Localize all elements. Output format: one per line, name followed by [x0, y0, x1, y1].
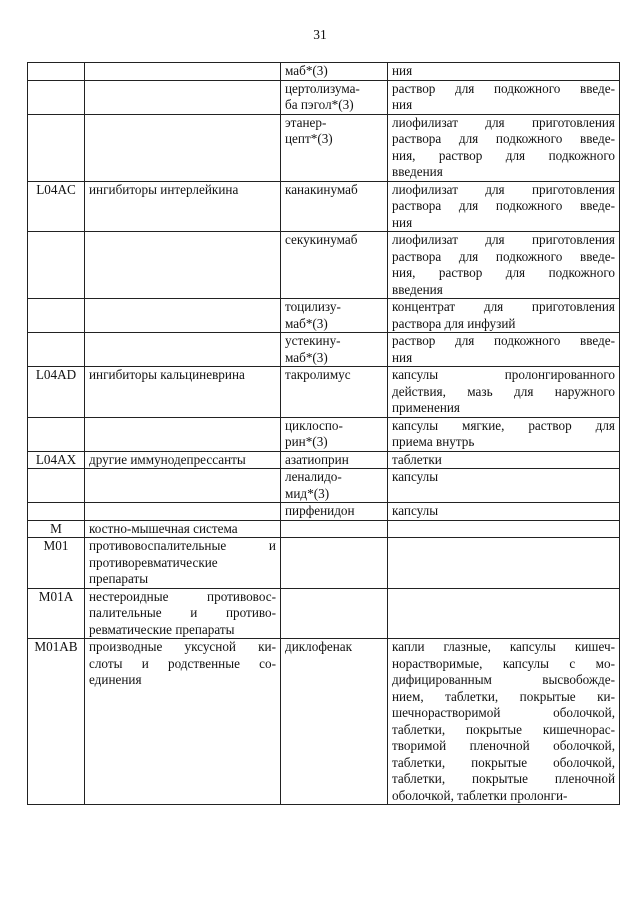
atc-code-cell — [28, 80, 85, 114]
drug-name-cell — [281, 588, 388, 639]
drug-name-cell — [281, 451, 388, 469]
pharmacological-group-cell — [85, 503, 281, 521]
pharmacological-group-cell — [85, 63, 281, 81]
cell-line: концентрат для приготовления — [392, 299, 615, 314]
dosage-form-cell — [388, 114, 620, 181]
cell-line: противоревматические — [89, 554, 218, 570]
cell-line: дифицированным высвобожде- — [392, 672, 615, 687]
dosage-form-cell — [388, 417, 620, 451]
cell-line: костно-мышечная система — [89, 520, 238, 536]
cell-line: маб*(3) — [285, 63, 328, 78]
cell-text: M — [50, 520, 62, 536]
cell-line: маб*(3) — [285, 349, 328, 365]
cell-line: раствора для подкожного введе- — [392, 131, 615, 146]
atc-code-cell — [28, 538, 85, 589]
drug-name-cell — [281, 80, 388, 114]
atc-code-cell — [28, 451, 85, 469]
cell-line: мид*(3) — [285, 485, 330, 501]
table-row — [28, 588, 620, 639]
cell-text: L04AD — [35, 367, 77, 382]
cell-text: L04AX — [35, 451, 77, 467]
table-row — [28, 367, 620, 418]
dosage-form-cell — [388, 232, 620, 299]
atc-code-cell — [28, 520, 85, 538]
pharmacological-group-cell — [85, 451, 281, 469]
cell-line: капсулы — [392, 503, 439, 518]
atc-code-cell — [28, 469, 85, 503]
cell-line: ния, раствор для подкожного — [392, 147, 615, 163]
pharmacological-group-cell — [85, 639, 281, 805]
drug-name-cell — [281, 503, 388, 521]
cell-line: нием, таблетки, покрытые ки- — [392, 688, 615, 704]
pharmacological-group-cell — [85, 367, 281, 418]
cell-line: ния — [392, 214, 413, 230]
cell-line: раствора для подкожного введе- — [392, 198, 615, 213]
pharmacological-group-cell — [85, 333, 281, 367]
pharmacological-group-cell — [85, 417, 281, 451]
dosage-form-cell — [388, 538, 620, 589]
drug-name-cell — [281, 520, 388, 538]
drug-classification-table — [27, 62, 620, 805]
cell-line: диклофенак — [285, 639, 353, 654]
cell-line: ния — [392, 63, 413, 78]
pharmacological-group-cell — [85, 520, 281, 538]
pharmacological-group-cell — [85, 80, 281, 114]
cell-line: устекину- — [285, 333, 341, 348]
cell-text: M01 — [43, 538, 69, 553]
pharmacological-group-cell — [85, 469, 281, 503]
cell-line: действия, мазь для наружного — [392, 383, 615, 399]
cell-line: ревматические препараты — [89, 621, 235, 637]
cell-line: таблетки, покрытые оболочкой, — [392, 754, 615, 770]
table-row — [28, 63, 620, 81]
drug-name-cell — [281, 299, 388, 333]
table-row — [28, 503, 620, 521]
atc-code-cell — [28, 639, 85, 805]
pharmacological-group-cell — [85, 538, 281, 589]
page-number: 31 — [313, 27, 327, 42]
dosage-form-cell — [388, 520, 620, 538]
table-row — [28, 451, 620, 469]
cell-line: пирфенидон — [285, 503, 355, 518]
cell-line: ния — [392, 349, 413, 365]
cell-line: азатиоприн — [285, 451, 349, 467]
dosage-form-cell — [388, 588, 620, 639]
drug-name-cell — [281, 333, 388, 367]
cell-line: цепт*(3) — [285, 131, 333, 146]
cell-line: препараты — [89, 571, 149, 586]
atc-code-cell — [28, 367, 85, 418]
cell-text: L04AC — [36, 181, 76, 197]
cell-line: лиофилизат для приготовления — [392, 181, 615, 197]
cell-line: ба пэгол*(3) — [285, 97, 354, 112]
cell-line: раствор для подкожного введе- — [392, 80, 615, 96]
cell-line: ингибиторы кальциневрина — [89, 367, 245, 382]
dosage-form-cell — [388, 503, 620, 521]
table-row — [28, 299, 620, 333]
atc-code-cell — [28, 181, 85, 232]
cell-line: шечнорастворимой оболочкой, — [392, 705, 615, 720]
table-row — [28, 538, 620, 589]
cell-line: секукинумаб — [285, 232, 358, 247]
atc-code-cell — [28, 333, 85, 367]
dosage-form-cell — [388, 333, 620, 367]
cell-line: раствора для подкожного введе- — [392, 248, 615, 264]
cell-line: нестероидные противовос- — [89, 588, 276, 604]
cell-line: циклоспо- — [285, 417, 343, 433]
pharmacological-group-cell — [85, 114, 281, 181]
cell-line: оболочкой, таблетки пролонги- — [392, 787, 568, 803]
table-row — [28, 333, 620, 367]
atc-code-cell — [28, 503, 85, 521]
cell-line: ния, раствор для подкожного — [392, 265, 615, 280]
atc-code-cell — [28, 232, 85, 299]
atc-code-cell — [28, 114, 85, 181]
cell-line: такролимус — [285, 367, 351, 382]
cell-line: леналидо- — [285, 469, 342, 484]
cell-line: введения — [392, 281, 443, 297]
table-row — [28, 80, 620, 114]
dosage-form-cell — [388, 80, 620, 114]
cell-line: таблетки — [392, 451, 442, 467]
cell-line: ингибиторы интерлейкина — [89, 181, 239, 197]
cell-line: канакинумаб — [285, 181, 358, 197]
cell-text: M01A — [38, 588, 74, 604]
cell-line: таблетки, покрытые пленочной — [392, 771, 615, 786]
atc-code-cell — [28, 299, 85, 333]
dosage-form-cell — [388, 639, 620, 805]
cell-line: капсулы мягкие, раствор для — [392, 417, 615, 433]
cell-line: капсулы пролонгированного — [392, 367, 615, 382]
pharmacological-group-cell — [85, 588, 281, 639]
cell-line: лиофилизат для приготовления — [392, 114, 615, 130]
cell-line: палительные и противо- — [89, 605, 276, 620]
cell-line: раствор для подкожного введе- — [392, 333, 615, 348]
cell-line: рин*(3) — [285, 434, 328, 449]
cell-line: введения — [392, 164, 443, 179]
cell-line: приема внутрь — [392, 434, 475, 449]
dosage-form-cell — [388, 299, 620, 333]
drug-name-cell — [281, 417, 388, 451]
cell-line: маб*(3) — [285, 315, 328, 331]
drug-name-cell — [281, 367, 388, 418]
drug-name-cell — [281, 114, 388, 181]
cell-line: творимой пленочной оболочкой, — [392, 738, 615, 753]
table-row — [28, 114, 620, 181]
dosage-form-cell — [388, 451, 620, 469]
cell-line: единения — [89, 672, 142, 687]
cell-line: этанер- — [285, 114, 327, 130]
cell-line: цертолизума- — [285, 80, 360, 96]
cell-line: таблетки, покрытые кишечнорас- — [392, 721, 615, 737]
cell-line: лиофилизат для приготовления — [392, 232, 615, 247]
drug-name-cell — [281, 63, 388, 81]
table-row — [28, 181, 620, 232]
drug-name-cell — [281, 181, 388, 232]
cell-line: применения — [392, 400, 460, 415]
cell-text: M01AB — [34, 639, 78, 654]
dosage-form-cell — [388, 63, 620, 81]
pharmacological-group-cell — [85, 299, 281, 333]
cell-line: раствора для инфузий — [392, 315, 516, 331]
cell-line: производные уксусной ки- — [89, 639, 276, 654]
drug-name-cell — [281, 232, 388, 299]
dosage-form-cell — [388, 469, 620, 503]
atc-code-cell — [28, 417, 85, 451]
cell-line: противовоспалительные и — [89, 538, 276, 553]
pharmacological-group-cell — [85, 232, 281, 299]
atc-code-cell — [28, 588, 85, 639]
dosage-form-cell — [388, 367, 620, 418]
cell-line: капли глазные, капсулы кишеч- — [392, 639, 615, 654]
cell-line: другие иммунодепрессанты — [89, 451, 246, 467]
cell-line: капсулы — [392, 469, 439, 484]
cell-line: норастворимые, капсулы с мо- — [392, 655, 615, 671]
table-row — [28, 520, 620, 538]
table-row — [28, 232, 620, 299]
drug-name-cell — [281, 639, 388, 805]
table-row — [28, 469, 620, 503]
drug-name-cell — [281, 538, 388, 589]
drug-name-cell — [281, 469, 388, 503]
atc-code-cell — [28, 63, 85, 81]
dosage-form-cell — [388, 181, 620, 232]
table-row — [28, 417, 620, 451]
cell-line: ния — [392, 97, 413, 112]
cell-line: слоты и родственные со- — [89, 655, 276, 671]
pharmacological-group-cell — [85, 181, 281, 232]
cell-line: тоцилизу- — [285, 299, 341, 314]
table-row — [28, 639, 620, 805]
